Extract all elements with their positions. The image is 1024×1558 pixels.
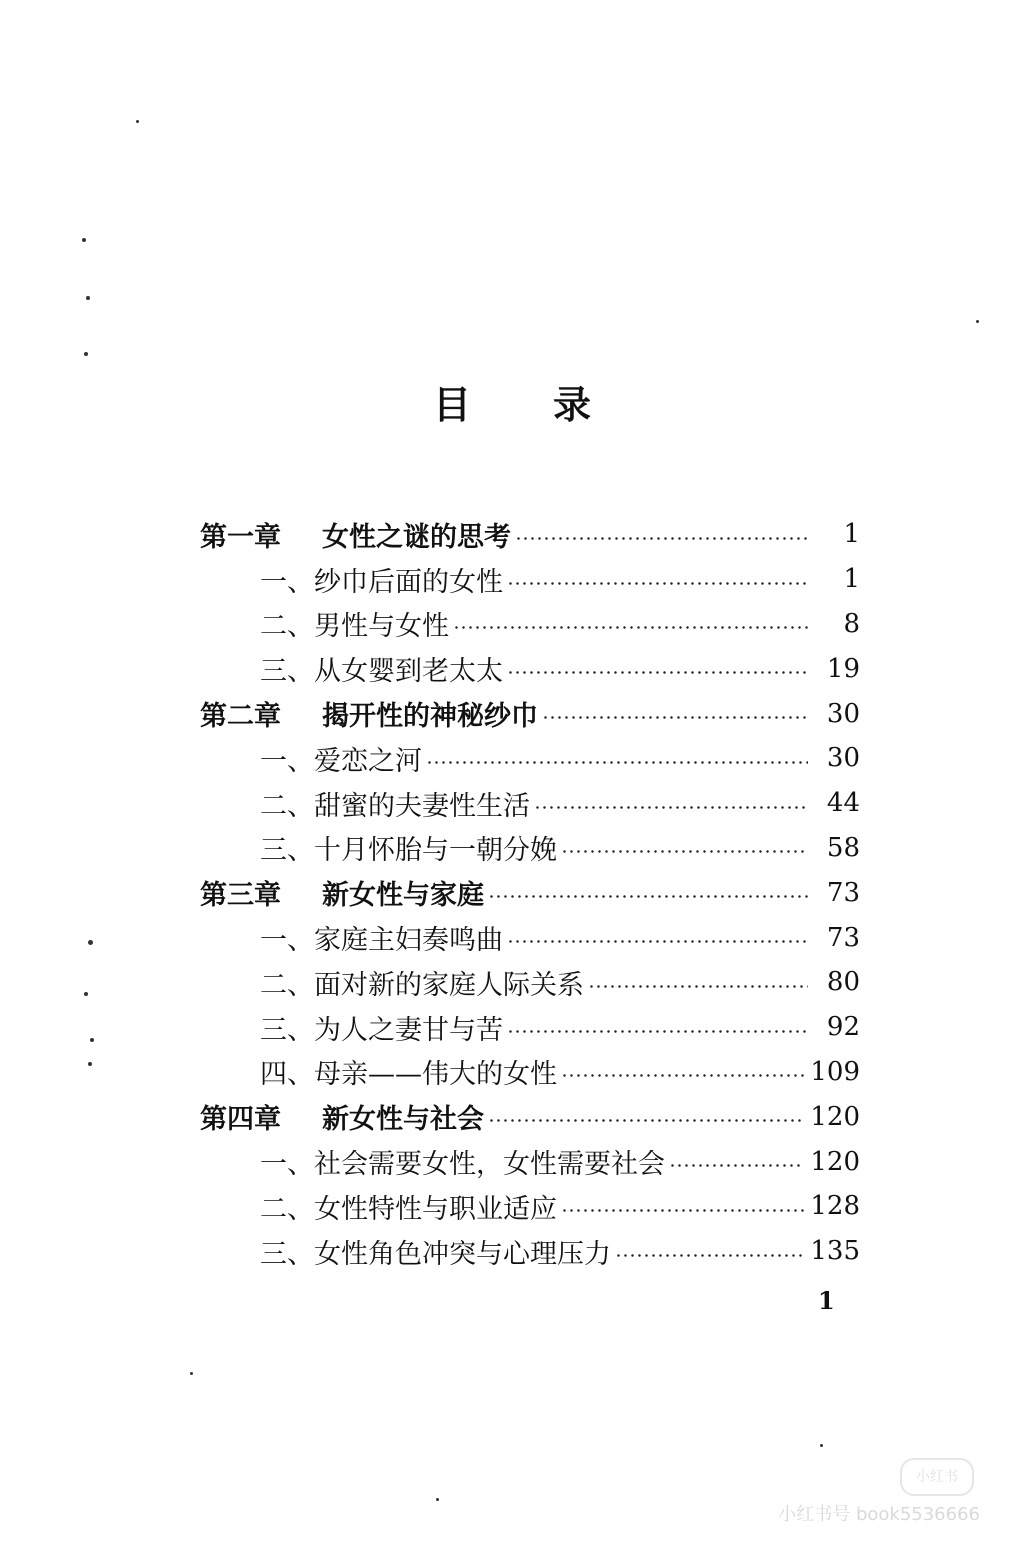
toc-section-row	[200, 736, 860, 781]
dot-leader	[615, 1254, 804, 1257]
toc-title-char-1: 目	[432, 383, 471, 427]
dot-leader	[507, 940, 808, 943]
section-title: 三、女性角色冲突与心理压力	[260, 1238, 611, 1270]
scan-speck	[84, 352, 88, 356]
dot-leader	[507, 1030, 808, 1033]
page-ref: 44	[826, 788, 860, 819]
section-title: 二、女性特性与职业适应	[260, 1193, 557, 1225]
page-ref: 73	[826, 877, 860, 908]
section-title: 一、纱巾后面的女性	[260, 566, 503, 598]
toc-section-row	[200, 1139, 860, 1184]
section-title: 三、十月怀胎与一朝分娩	[260, 835, 557, 867]
page-ref: 120	[810, 1146, 860, 1177]
watermark-text: 小红书号 book5536666	[778, 1504, 980, 1525]
dot-leader	[561, 1074, 804, 1077]
section-title: 四、母亲——伟大的女性	[260, 1059, 557, 1091]
page-ref: 30	[826, 743, 860, 774]
toc-section-row	[200, 1050, 860, 1095]
scan-speck	[84, 992, 88, 996]
page-ref: 73	[826, 922, 860, 953]
chapter-title: 新女性与社会	[322, 1104, 484, 1136]
toc-title-char-2: 录	[553, 383, 592, 427]
page-ref: 92	[826, 1012, 860, 1043]
dot-leader	[453, 626, 808, 629]
table-of-contents	[200, 512, 860, 1274]
scan-speck	[90, 1038, 94, 1042]
page-number: 1	[818, 1286, 835, 1315]
toc-title	[0, 380, 1024, 430]
scan-speck	[86, 296, 90, 300]
section-title: 二、甜蜜的夫妻性生活	[260, 790, 530, 822]
chapter-title: 新女性与家庭	[322, 880, 484, 912]
page-ref: 58	[826, 832, 860, 863]
toc-section-row	[200, 1184, 860, 1229]
dot-leader	[426, 761, 808, 764]
dot-leader	[507, 582, 808, 585]
chapter-title: 女性之谜的思考	[322, 521, 511, 553]
chapter-label: 第四章	[200, 1104, 281, 1136]
section-title: 一、社会需要女性，女性需要社会	[260, 1149, 665, 1181]
dot-leader	[488, 895, 808, 898]
toc-section-row	[200, 1229, 860, 1274]
scan-speck	[190, 1372, 193, 1375]
chapter-title: 揭开性的神秘纱巾	[322, 701, 538, 733]
page-ref: 120	[810, 1101, 860, 1132]
toc-chapter-row	[200, 1094, 860, 1139]
dot-leader	[507, 671, 808, 674]
page-ref: 135	[810, 1236, 860, 1267]
toc-section-row	[200, 960, 860, 1005]
page-ref: 128	[810, 1191, 860, 1222]
page-ref: 80	[826, 967, 860, 998]
section-title: 三、从女婴到老太太	[260, 656, 503, 688]
toc-section-row	[200, 646, 860, 691]
page-ref: 19	[826, 653, 860, 684]
section-title: 一、家庭主妇奏鸣曲	[260, 925, 503, 957]
dot-leader	[588, 985, 808, 988]
scan-speck	[88, 1062, 92, 1066]
page-ref: 1	[843, 564, 860, 595]
scan-speck	[88, 940, 93, 945]
scan-speck	[820, 1444, 823, 1447]
toc-chapter-row	[200, 870, 860, 915]
toc-section-row	[200, 781, 860, 826]
toc-section-row	[200, 915, 860, 960]
chapter-label: 第三章	[200, 880, 281, 912]
scan-speck	[436, 1498, 439, 1501]
toc-section-row	[200, 826, 860, 871]
page-ref: 8	[843, 608, 860, 639]
dot-leader	[561, 850, 808, 853]
page-ref: 30	[826, 698, 860, 729]
dot-leader	[515, 537, 808, 540]
section-title: 一、爱恋之河	[260, 745, 422, 777]
toc-section-row	[200, 1005, 860, 1050]
dot-leader	[542, 716, 808, 719]
scan-speck	[136, 120, 139, 123]
toc-chapter-row	[200, 512, 860, 557]
scan-speck	[82, 238, 86, 242]
dot-leader	[561, 1209, 804, 1212]
dot-leader	[669, 1164, 804, 1167]
toc-section-row	[200, 557, 860, 602]
section-title: 二、男性与女性	[260, 611, 449, 643]
dot-leader	[488, 1119, 804, 1122]
page-ref: 1	[843, 519, 860, 550]
dot-leader	[534, 806, 808, 809]
watermark-logo: 小红书	[900, 1458, 974, 1496]
toc-section-row	[200, 602, 860, 647]
section-title: 三、为人之妻甘与苦	[260, 1014, 503, 1046]
chapter-label: 第一章	[200, 521, 281, 553]
page-ref: 109	[810, 1056, 860, 1087]
toc-chapter-row	[200, 691, 860, 736]
scan-speck	[976, 320, 979, 323]
section-title: 二、面对新的家庭人际关系	[260, 969, 584, 1001]
chapter-label: 第二章	[200, 701, 281, 733]
